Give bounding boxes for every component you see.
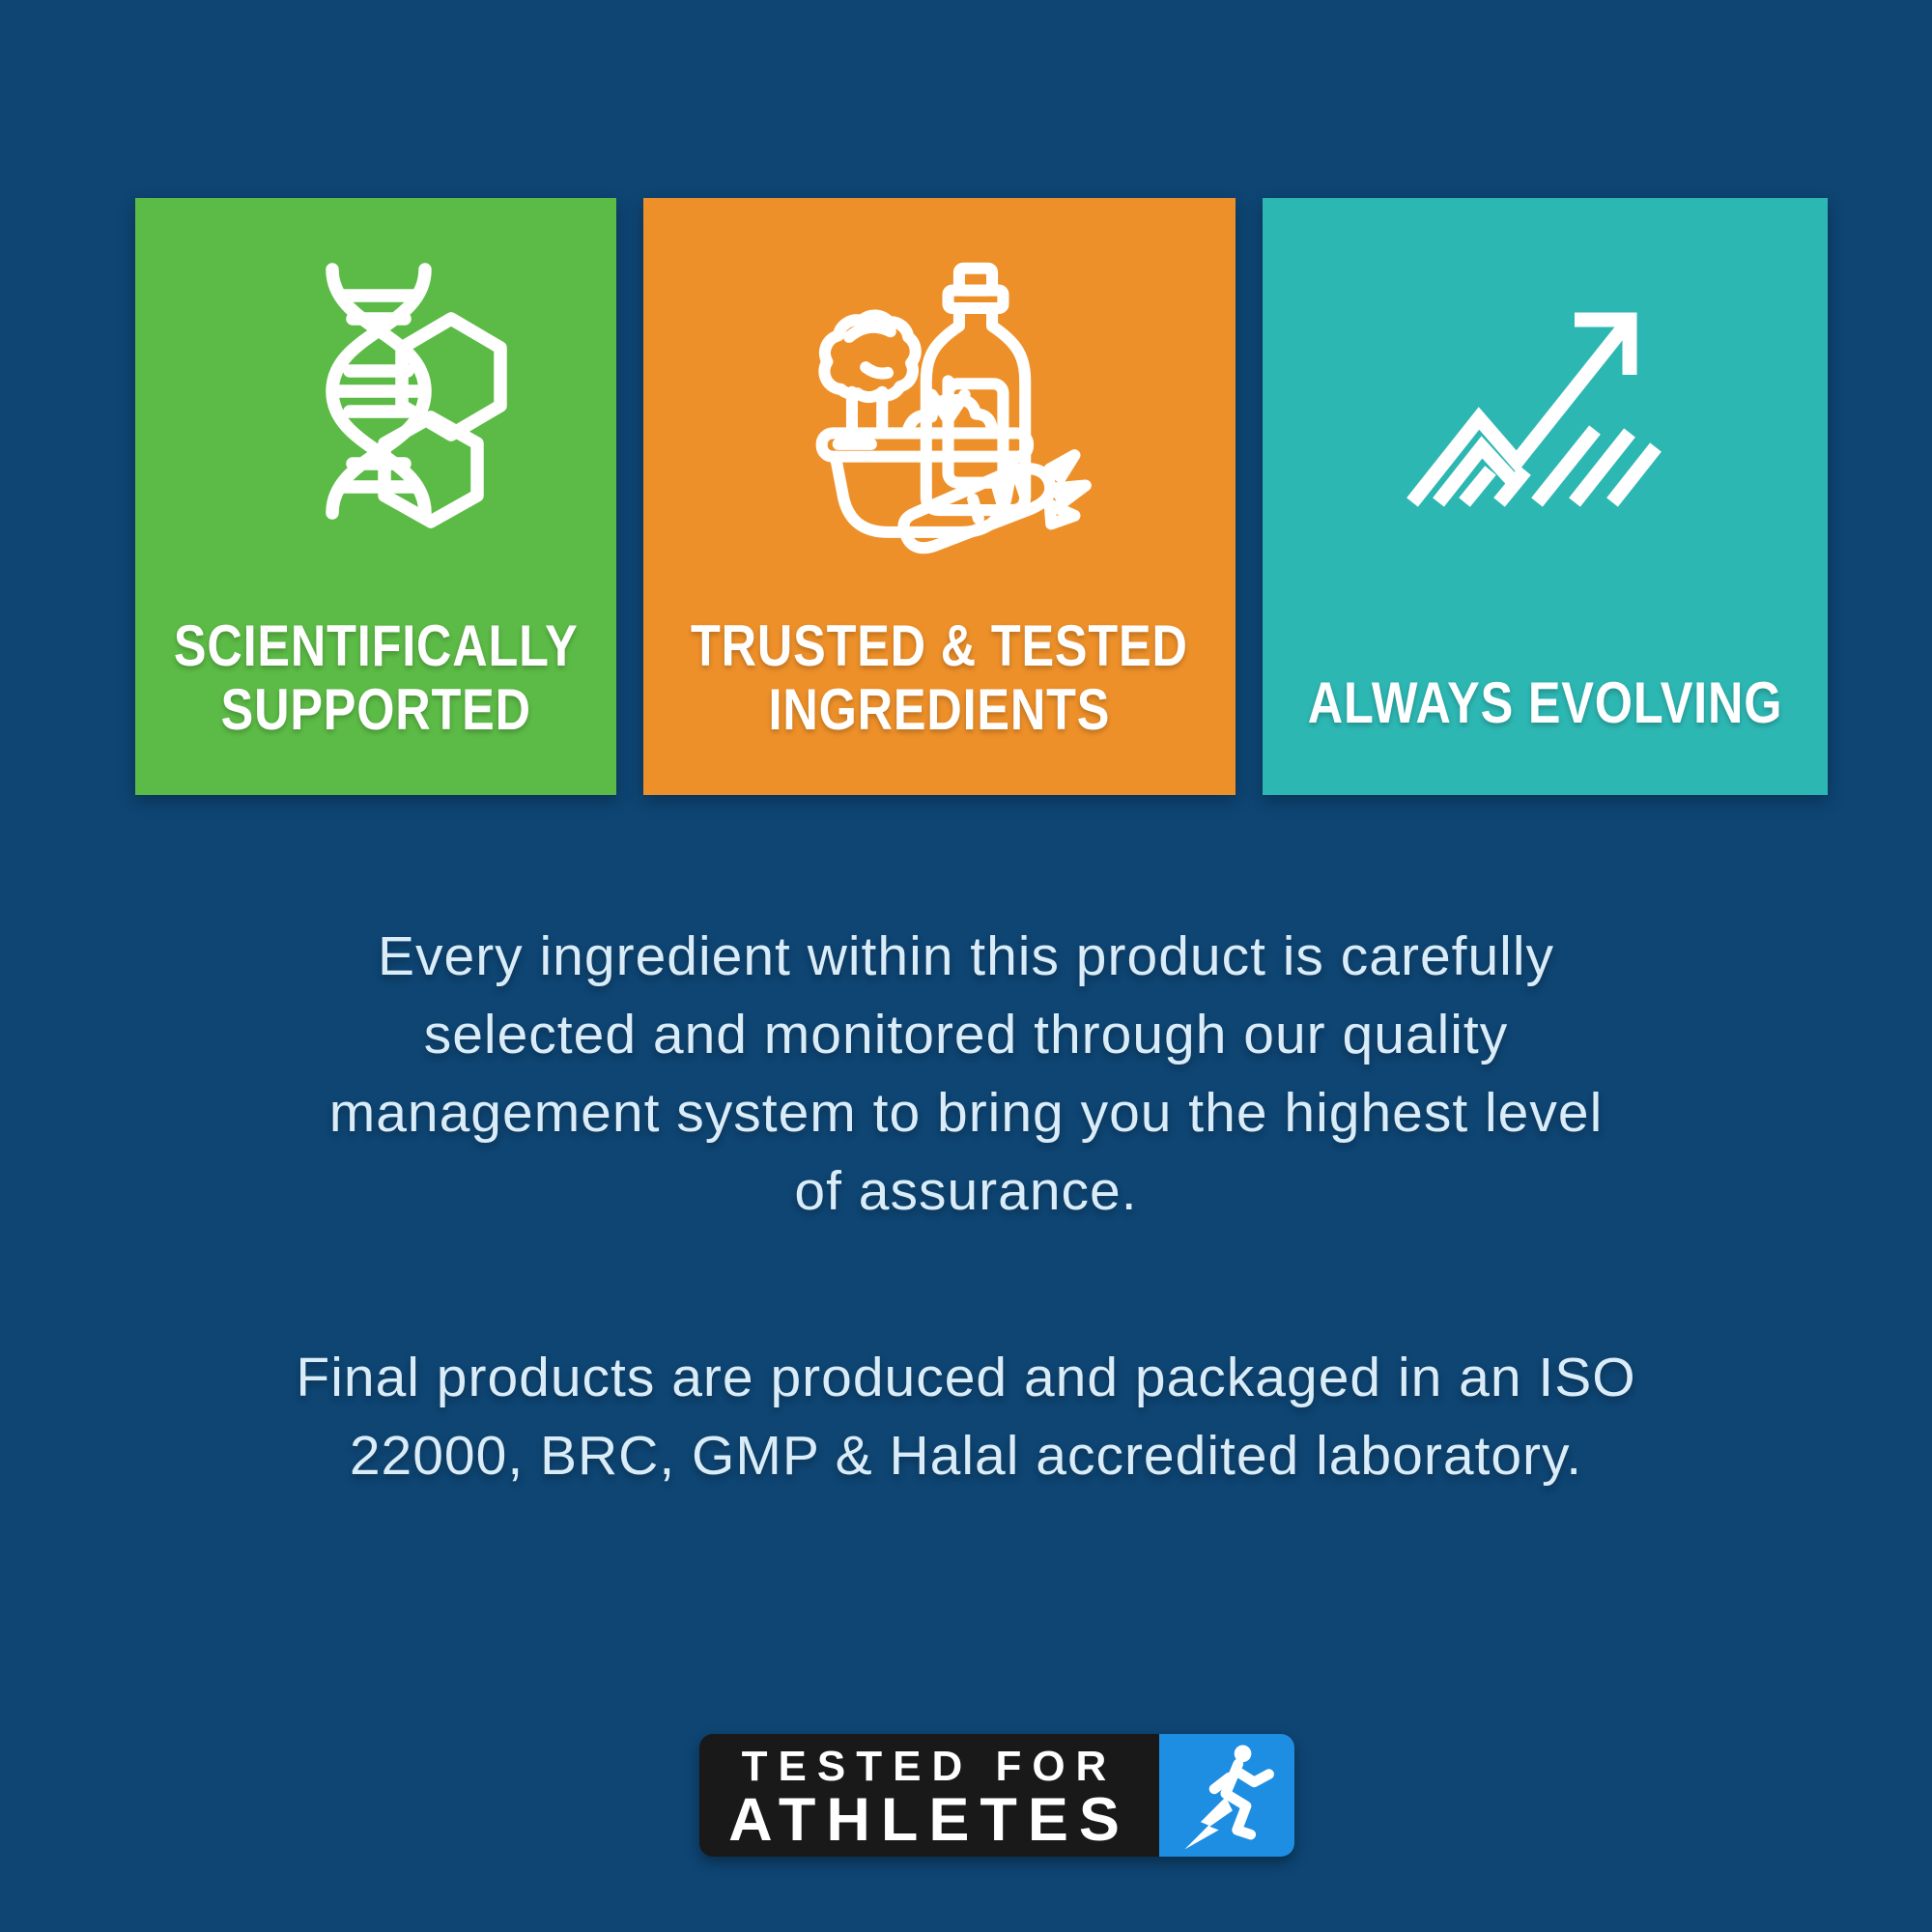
- paragraph-line: Every ingredient within this product is carefully: [377, 925, 1555, 987]
- runner-icon-box: [1159, 1734, 1294, 1857]
- card-title-trusted-tested: [643, 614, 1236, 777]
- accreditation-paragraph: [97, 1339, 1835, 1495]
- card-title-line: ALWAYS EVOLVING: [1307, 670, 1783, 735]
- card-trusted-tested-ingredients: [643, 198, 1236, 795]
- card-title-line: SCIENTIFICALLY: [173, 613, 579, 679]
- badge-text: [699, 1734, 1159, 1857]
- card-title-scientifically-supported: [135, 614, 616, 777]
- dna-icon-zone: [135, 198, 616, 597]
- card-scientifically-supported: [135, 198, 616, 795]
- feature-cards: [135, 198, 1797, 795]
- badge-line-athletes: ATHLETES: [728, 1785, 1130, 1854]
- growth-chart-icon: [1386, 259, 1705, 578]
- badge-line-tested-for: TESTED FOR: [741, 1742, 1118, 1790]
- card-title-line: TRUSTED & TESTED: [691, 613, 1189, 679]
- quality-paragraph: [97, 918, 1835, 1231]
- food-icon-zone: [643, 198, 1236, 597]
- card-title-line: SUPPORTED: [220, 677, 531, 743]
- paragraph-line: 22000, BRC, GMP & Halal accredited laboratory.: [349, 1425, 1583, 1487]
- card-title-line: INGREDIENTS: [768, 677, 1111, 743]
- dna-molecule-icon: [216, 246, 535, 565]
- paragraph-line: of assurance.: [794, 1160, 1138, 1222]
- paragraph-line: Final products are produced and packaged in an ISO: [296, 1347, 1636, 1408]
- chart-icon-zone: [1263, 198, 1828, 621]
- runner-icon: [1170, 1739, 1284, 1853]
- healthy-food-icon: [781, 246, 1099, 565]
- card-always-evolving: [1263, 198, 1828, 795]
- paragraph-line: selected and monitored through our quality: [423, 1004, 1509, 1065]
- card-title-always-evolving: [1263, 639, 1828, 778]
- paragraph-line: management system to bring you the highest level: [328, 1082, 1604, 1144]
- tested-for-athletes-badge: [699, 1734, 1294, 1857]
